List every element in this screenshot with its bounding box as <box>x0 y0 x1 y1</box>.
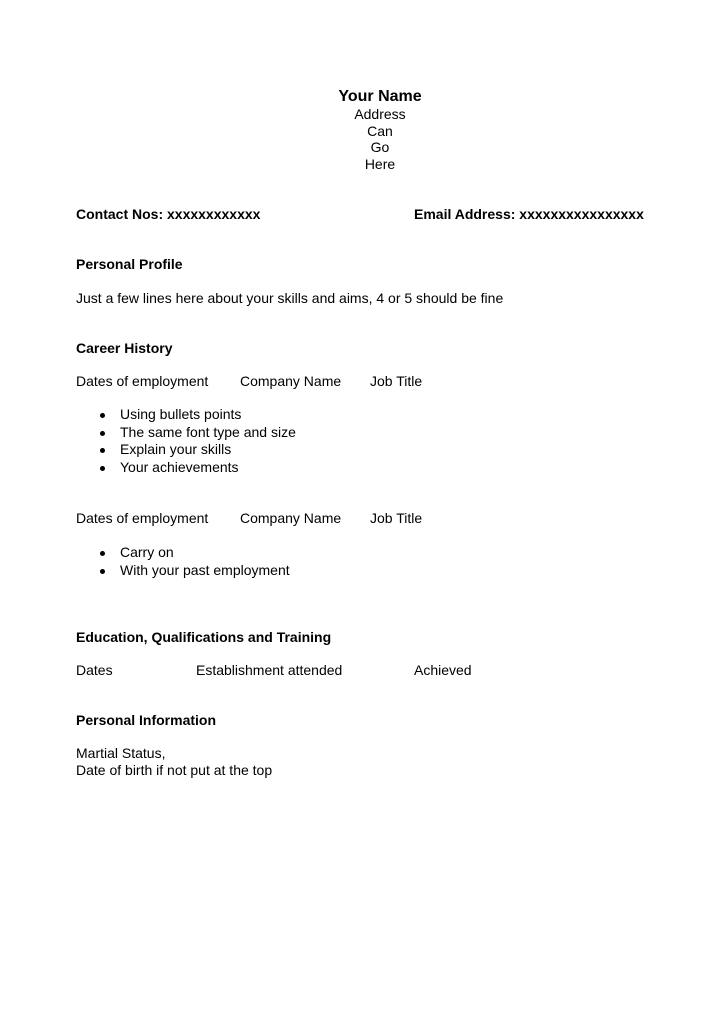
personal-info-line: Date of birth if not put at the top <box>76 762 273 778</box>
personal-info-line: Martial Status, <box>76 745 166 761</box>
list-item: Using bullets points <box>97 406 296 424</box>
address-line-2: Can <box>367 122 393 139</box>
bullet-icon <box>100 448 105 453</box>
bullet-icon <box>100 551 105 556</box>
candidate-name: Your Name <box>338 88 422 105</box>
address-line-1: Address <box>354 106 406 122</box>
job-company: Company Name <box>240 510 342 526</box>
job-dates: Dates of employment <box>76 510 209 526</box>
job-company: Company Name <box>240 373 342 389</box>
resume-header <box>280 87 480 172</box>
section-heading-career-history: Career History <box>76 340 173 356</box>
job-dates: Dates of employment <box>76 373 209 389</box>
education-achieved: Achieved <box>414 662 472 678</box>
education-dates: Dates <box>76 662 113 678</box>
list-item: With your past employment <box>97 562 290 580</box>
section-heading-personal-information: Personal Information <box>76 712 217 728</box>
bullet-icon <box>100 466 105 471</box>
contact-phone: Contact Nos: xxxxxxxxxxxx <box>76 206 261 222</box>
bullet-icon <box>100 413 105 418</box>
job-title: Job Title <box>370 373 423 389</box>
list-item: The same font type and size <box>97 424 296 442</box>
contact-email: Email Address: xxxxxxxxxxxxxxxx <box>414 206 644 222</box>
bullet-icon <box>100 569 105 574</box>
personal-profile-text: Just a few lines here about your skills and aims, 4 or 5 should be fine <box>76 290 504 306</box>
address-line-3: Go <box>370 139 390 156</box>
job-title: Job Title <box>370 510 423 526</box>
address-line-4: Here <box>364 155 396 172</box>
job-bullet-list <box>97 544 290 579</box>
section-heading-education: Education, Qualifications and Training <box>76 629 332 645</box>
list-item: Carry on <box>97 544 290 562</box>
section-heading-personal-profile: Personal Profile <box>76 256 183 272</box>
bullet-icon <box>100 431 105 436</box>
job-bullet-list <box>97 406 296 476</box>
list-item: Explain your skills <box>97 441 296 459</box>
education-establishment: Establishment attended <box>196 662 343 678</box>
list-item: Your achievements <box>97 459 296 477</box>
